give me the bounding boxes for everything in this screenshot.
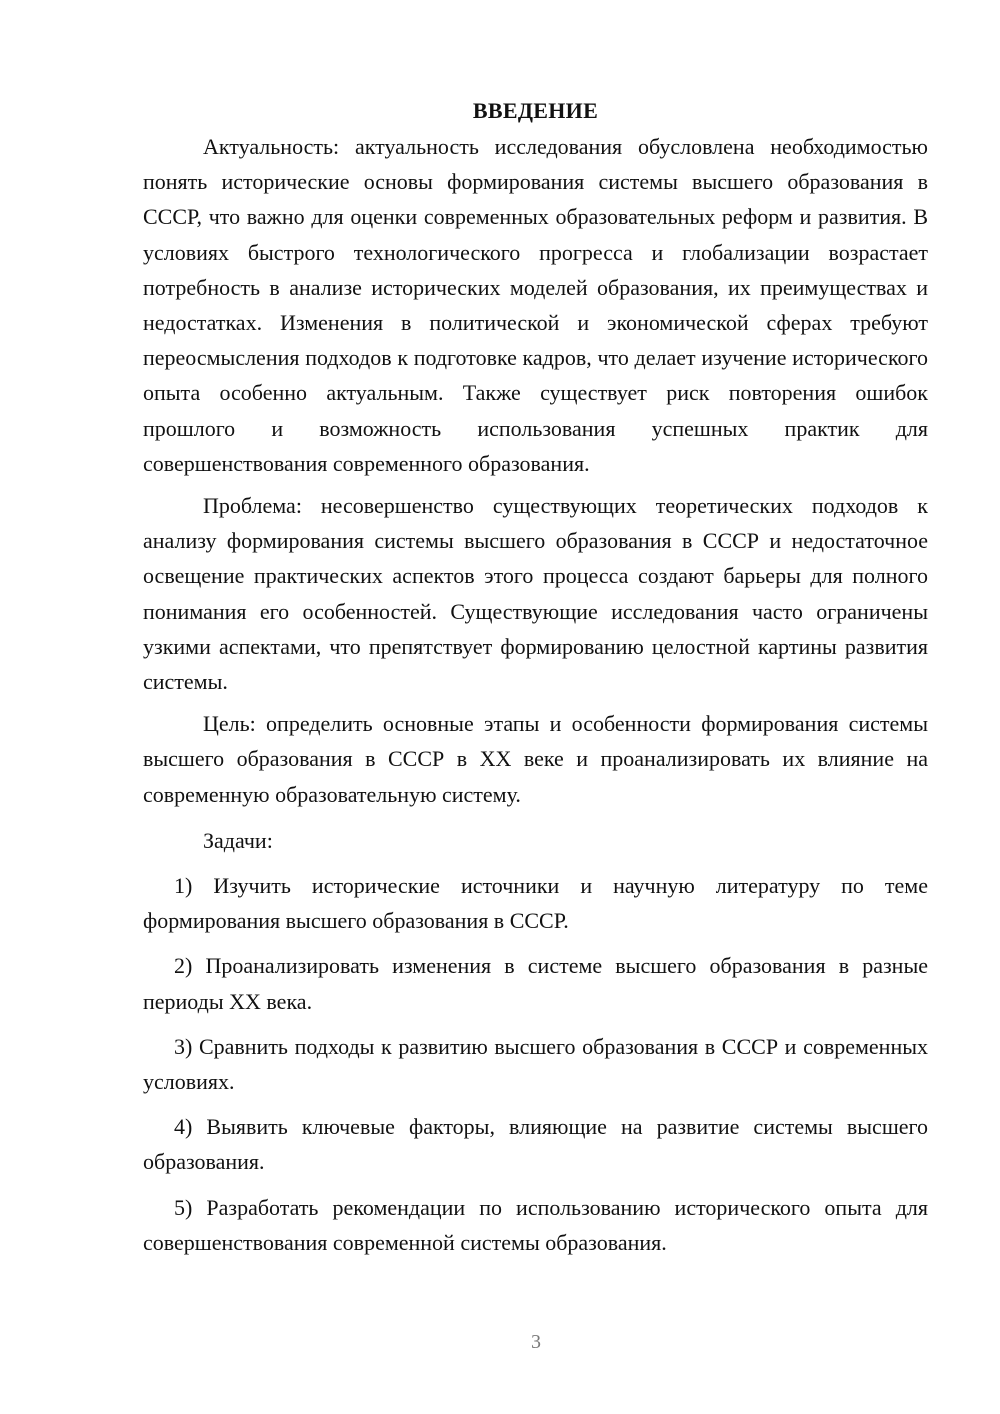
list-item: 2) Проанализировать изменения в системе высшего образования в разные периоды XX века. — [143, 953, 928, 1014]
list-item: 5) Разработать рекомендации по использованию исторического опыта для совершенствования современной системы образования. — [143, 1194, 928, 1255]
tasks-list — [143, 868, 928, 1260]
page-title: ВВЕДЕНИЕ — [472, 98, 599, 123]
paragraph-problem: Проблема: несовершенство существующих теоретических подходов к анализу формирования системы высшего образования в СССР и недостаточное освещение практических аспектов этого процесса создают барьеры для полного понимания его особенностей. Существующие исследования часто ограничены узкими аспектами, что препятствует формированию целостной картины развития системы. — [143, 493, 928, 695]
paragraph-goal: Цель: определить основные этапы и особенности формирования системы высшего образования в СССР в XX веке и проанализировать их влияние на современную образовательную систему. — [143, 711, 928, 807]
tasks-heading: Задачи: — [203, 827, 273, 853]
list-item: 3) Сравнить подходы к развитию высшего образования в СССР и современных условиях. — [143, 1033, 928, 1095]
page-number: 3 — [531, 1331, 541, 1353]
list-item: 1) Изучить исторические источники и научную литературу по теме формирования высшего образования в СССР. — [143, 873, 928, 934]
list-item: 4) Выявить ключевые факторы, влияющие на развитие системы высшего образования. — [143, 1114, 928, 1175]
document-page — [143, 93, 928, 1260]
paragraph-relevance: Актуальность: актуальность исследования обусловлена необходимостью понять исторические основы формирования системы высшего образования в СССР, что важно для оценки современных образовательных реформ и развития. В условиях быстрого технологического прогресса и глобализации возрастает потребность в анализе исторических моделей образования, их преимуществах и недостатках. Изменения в политической и экономической сферах требуют переосмысления подходов к подготовке кадров, что делает изучение исторического опыта особенно актуальным. Также существует риск повторения ошибок прошлого и возможность использования успешных практик для совершенствования современного образования. — [143, 134, 928, 476]
